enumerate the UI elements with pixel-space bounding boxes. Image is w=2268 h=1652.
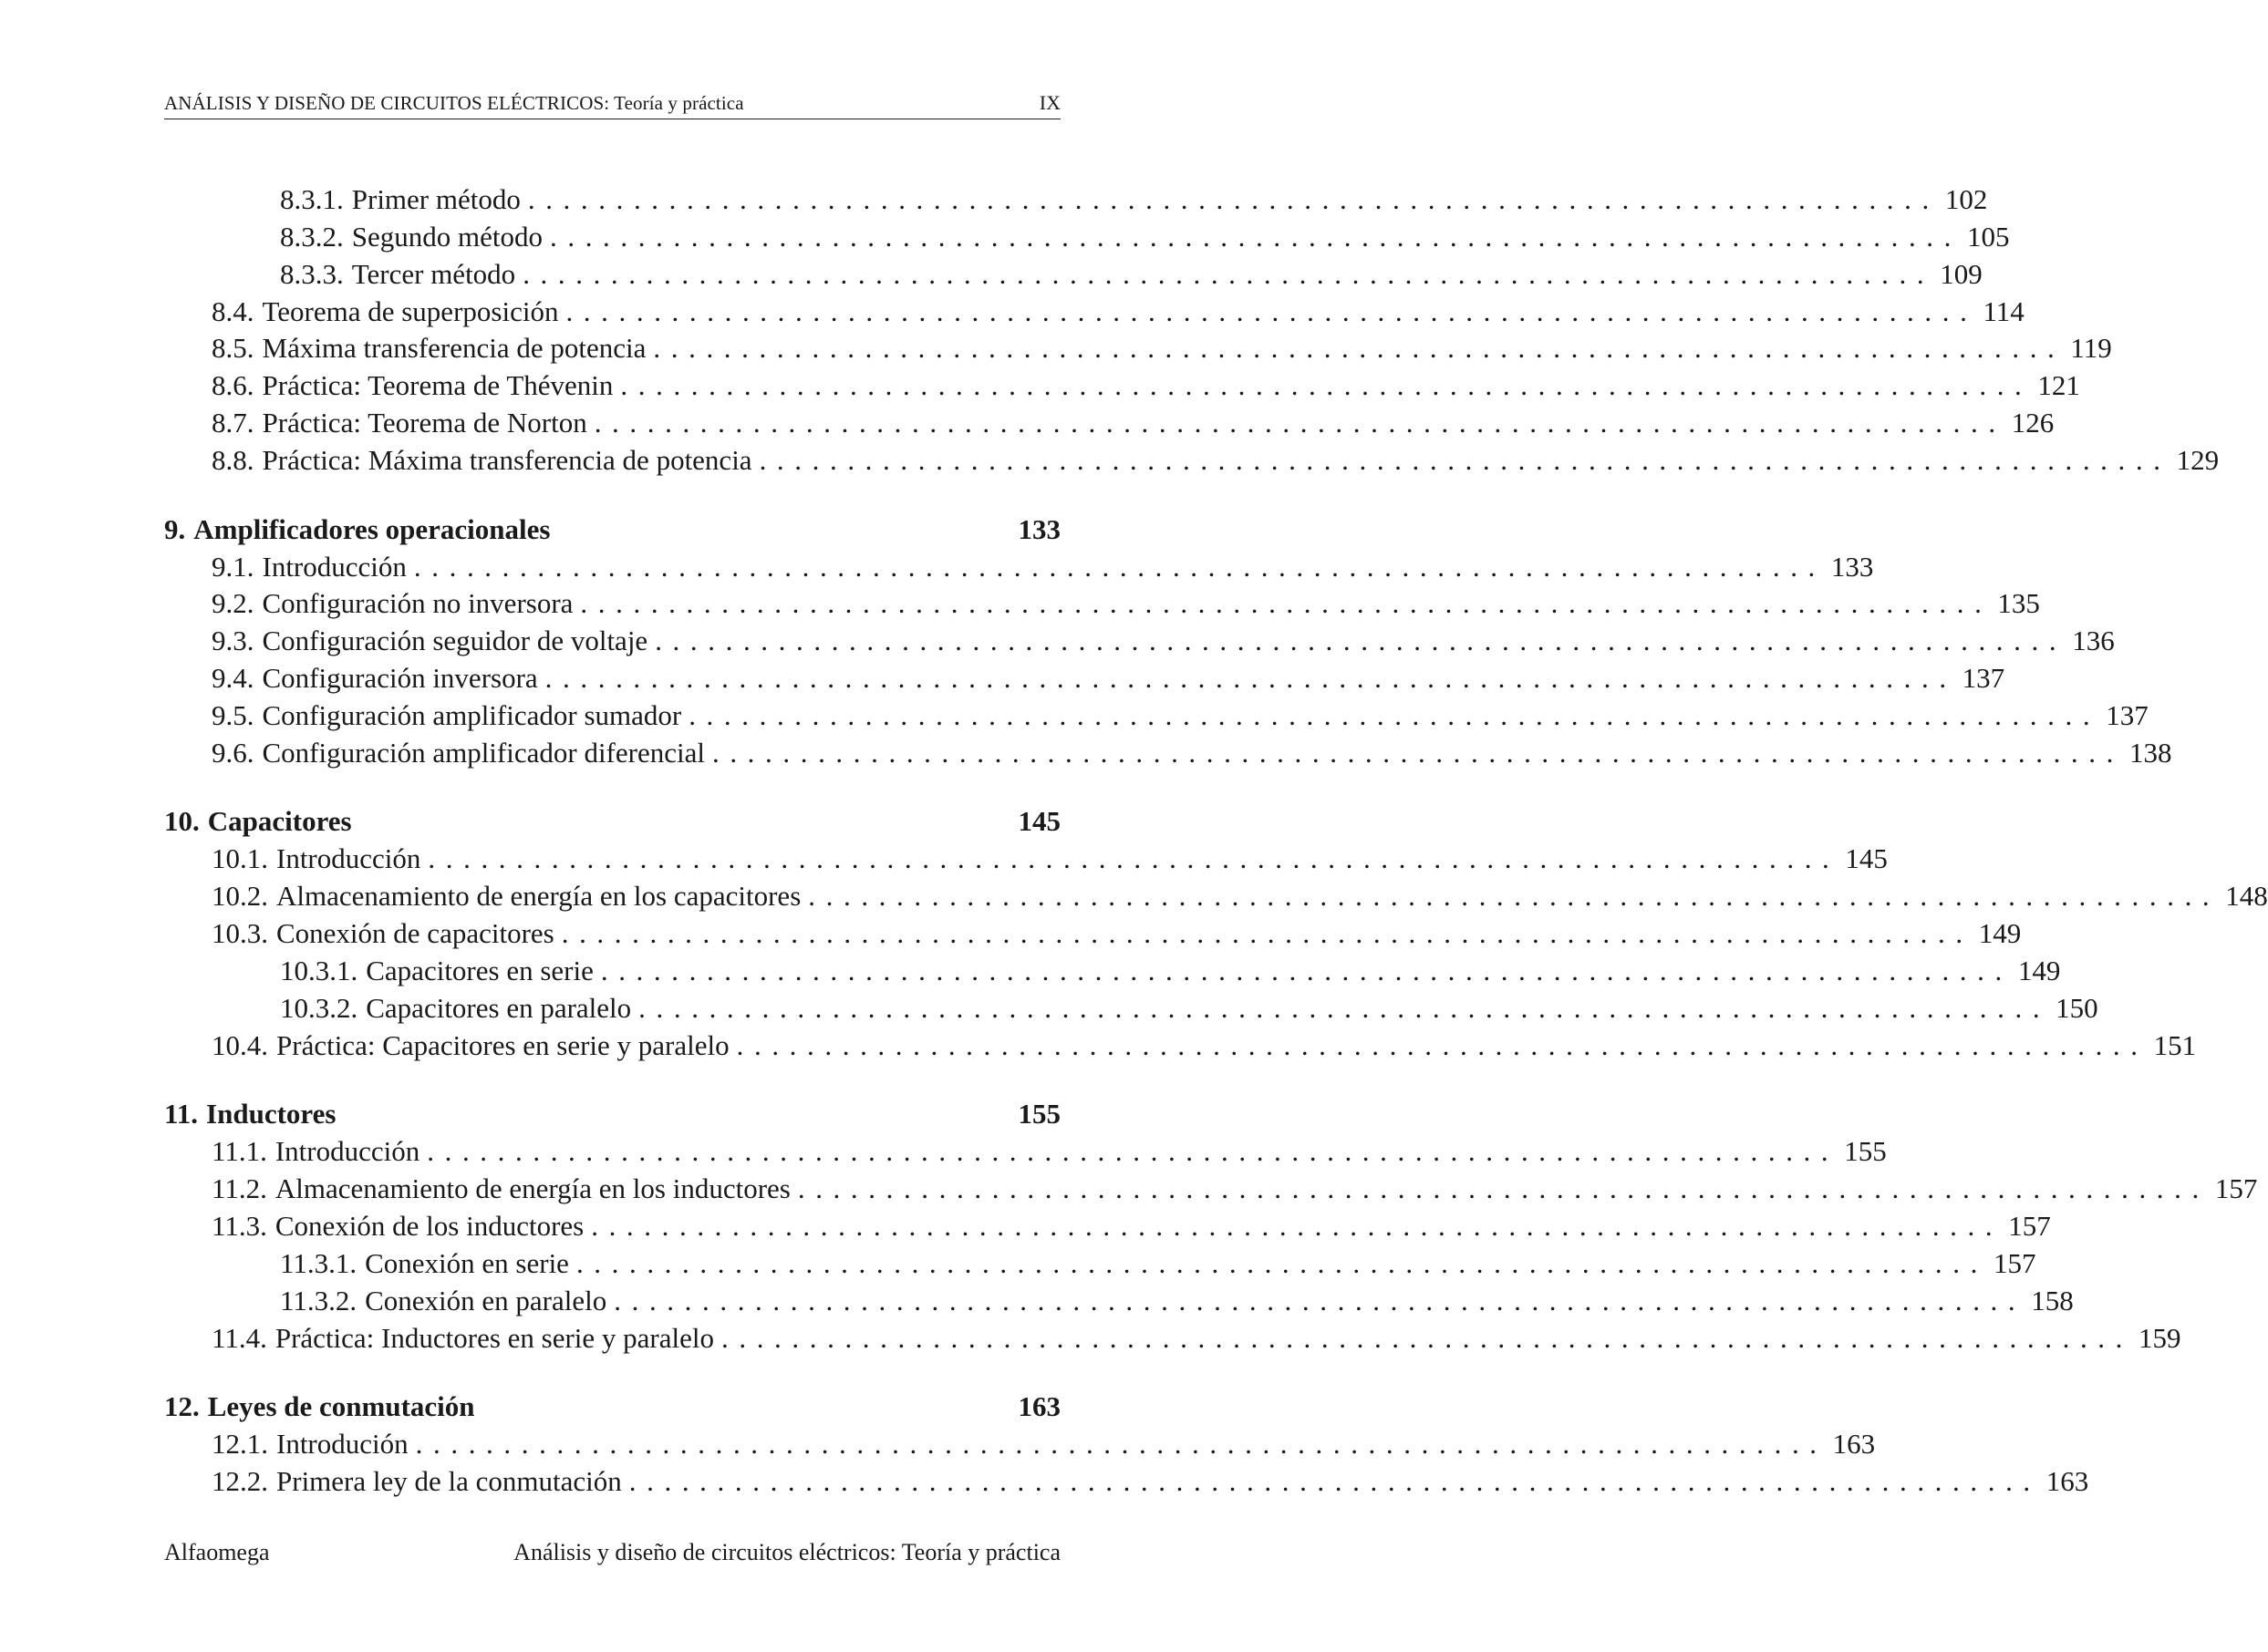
toc-entry-number: 10.4. [212,1028,268,1061]
toc-leader-dots: ................................................................................ [580,587,1993,620]
toc-section-entry [164,839,1888,876]
toc-section-entry [164,988,2098,1026]
toc-entry-label [280,1286,606,1315]
toc-entry-label [280,182,521,215]
toc-entry-page: 155 [1018,1098,1061,1131]
toc-entry-label [212,699,682,732]
toc-entry-number: 12.2. [212,1464,268,1497]
toc-entry-page: 149 [2017,955,2061,986]
toc-entry-page: 109 [1940,257,1983,290]
header-page-number: IX [1039,91,1061,114]
toc-leader-dots: ................................................................................ [736,1028,2149,1061]
toc-entry-title: Leyes de conmutación [207,1390,475,1423]
toc-entry-title: Práctica: Teorema de Thévenin [262,369,614,402]
toc-leader-dots: ................................................................................ [628,1464,2041,1497]
toc-entry-title: Segundo método [351,220,543,253]
toc-entry-page: 145 [1018,805,1061,838]
toc-chapter-entry [164,1094,1061,1131]
toc-section-entry [164,547,1874,584]
toc-entry-label [212,738,705,767]
toc-section-entry [164,621,2115,658]
toc-leader-dots: ................................................................................ [653,332,2066,365]
toc-entry-title: Capacitores en paralelo [366,991,632,1024]
toc-entry-title: Conexión de los inductores [274,1209,585,1242]
toc-section-entry [164,584,2040,622]
toc-entry-title: Configuración inversora [262,662,538,695]
toc-leader-dots: ................................................................................ [808,880,2221,913]
toc-entry-title: Primer método [351,182,521,215]
toc-entry-label [212,1135,420,1168]
toc-entry-title: Primera ley de la conmutación [276,1464,622,1497]
toc-entry-title: Práctica: Teorema de Norton [262,407,587,439]
toc-chapter-entry [164,802,1061,840]
toc-entry-title: Conexión en serie [365,1246,569,1279]
table-of-contents [164,180,2268,1499]
toc-entry-number: 11.2. [212,1172,267,1205]
toc-entry-number: 10.3.2. [280,991,358,1024]
toc-entry-title: Almacenamiento de energía en los inductores [274,1172,791,1205]
toc-entry-number: 8.4. [212,294,254,327]
toc-entry-page: 135 [1997,587,2040,620]
toc-entry-label [212,662,538,695]
toc-leader-dots: ................................................................................ [415,1427,1828,1460]
toc-entry-page: 151 [2153,1028,2197,1061]
toc-entry-label [280,1246,569,1279]
toc-section-entry [164,180,1988,217]
toc-entry-title: Configuración no inversora [262,587,574,620]
running-header [164,91,1061,119]
toc-section-entry [164,1169,2258,1206]
toc-entry-page: 137 [1962,662,2005,695]
toc-entry-label [212,369,614,402]
toc-entry-title: Máxima transferencia de potencia [262,332,647,365]
toc-entry-page: 158 [2031,1284,2074,1316]
toc-entry-title: Inductores [206,1098,337,1131]
toc-entry-page: 159 [2139,1321,2181,1354]
toc-entry-label [212,408,587,437]
toc-section-entry [164,1318,2181,1356]
toc-leader-dots: ................................................................................ [711,736,2124,769]
toc-entry-label [164,805,352,838]
toc-entry-page: 163 [2045,1464,2089,1497]
toc-leader-dots: ................................................................................ [561,917,1973,950]
toc-entry-number: 10.3. [212,917,268,950]
toc-entry-label [280,991,632,1024]
toc-entry-label [212,587,574,620]
toc-leader-dots: ................................................................................ [591,1209,2004,1242]
toc-entry-number: 11. [164,1098,199,1131]
toc-entry-label [212,1427,409,1460]
toc-entry-title: Práctica: Máxima transferencia de potencia [262,444,752,477]
toc-leader-dots: ................................................................................ [655,625,2067,657]
toc-section-entry [164,1424,1876,1461]
toc-entry-number: 11.3.2. [280,1284,357,1316]
toc-entry-label [212,917,554,950]
toc-entry-number: 12.1. [212,1427,268,1460]
toc-section-entry [164,217,2010,254]
toc-entry-title: Introducción [262,550,407,583]
toc-leader-dots: ................................................................................ [759,444,2171,477]
toc-entry-page: 129 [2176,444,2220,477]
toc-entry-label [212,842,421,875]
toc-entry-page: 119 [2070,332,2112,365]
toc-entry-label [212,1209,585,1242]
toc-entry-page: 137 [2106,699,2149,732]
toc-entry-page: 157 [2214,1172,2258,1205]
toc-leader-dots: ................................................................................ [797,1172,2210,1205]
toc-leader-dots: ................................................................................ [427,1135,1839,1168]
toc-section-entry [164,696,2149,733]
header-title: ANÁLISIS Y DISEÑO DE CIRCUITOS ELÉCTRICOS: Teoría y práctica [164,92,744,114]
toc-entry-label [212,444,752,477]
toc-entry-page: 163 [1832,1427,1876,1460]
toc-entry-label [212,880,802,913]
toc-entry-number: 8.6. [212,369,254,402]
toc-entry-page: 155 [1844,1135,1887,1168]
toc-entry-page: 133 [1830,550,1874,583]
footer-publisher: Alfaomega [164,1539,270,1565]
toc-leader-dots: ................................................................................ [550,220,1962,253]
toc-section-entry [164,366,2080,403]
toc-section-entry [164,1461,2089,1499]
toc-entry-number: 11.4. [212,1321,267,1354]
toc-leader-dots: ................................................................................ [413,550,1826,583]
toc-section-entry [164,292,2025,329]
toc-entry-number: 8.8. [212,444,254,477]
toc-entry-title: Práctica: Inductores en serie y paralelo [274,1321,714,1354]
toc-chapter-entry [164,510,1061,547]
toc-entry-title: Introdución [276,1427,409,1460]
toc-entry-page: 136 [2072,625,2115,657]
toc-entry-label [212,1464,622,1497]
toc-entry-label [212,332,647,365]
toc-leader-dots: ................................................................................ [527,182,1940,215]
toc-section-entry [164,1281,2074,1318]
toc-entry-title: Capacitores en serie [366,955,594,986]
toc-entry-number: 10.3.1. [280,955,358,986]
toc-entry-number: 11.3. [212,1209,267,1242]
toc-entry-title: Tercer método [351,257,516,290]
toc-leader-dots: ................................................................................ [689,699,2101,732]
toc-leader-dots: ................................................................................ [428,842,1840,875]
toc-entry-title: Almacenamiento de energía en los capacitores [276,880,802,913]
toc-entry-title: Teorema de superposición [262,294,559,327]
toc-entry-label [164,1390,475,1423]
toc-leader-dots: ................................................................................ [638,991,2051,1024]
toc-section-entry [164,733,2172,770]
toc-entry-title: Conexión de capacitores [276,917,554,950]
toc-section-entry [164,1131,1887,1169]
toc-section-entry [164,1206,2051,1244]
toc-entry-number: 9. [164,512,186,545]
toc-section-entry [164,440,2220,478]
toc-entry-number: 11.1. [212,1135,267,1168]
toc-entry-number: 10. [164,805,200,838]
toc-entry-number: 10.2. [212,880,268,913]
toc-chapter-entry [164,1387,1061,1424]
toc-entry-page: 163 [1018,1390,1061,1423]
toc-entry-number: 9.1. [212,550,254,583]
toc-leader-dots: ................................................................................ [565,294,1978,327]
toc-entry-number: 12. [164,1390,200,1423]
toc-section-entry [164,329,2112,367]
toc-entry-number: 8.3.1. [280,182,344,215]
toc-section-entry [164,1026,2197,1063]
toc-leader-dots: ................................................................................ [594,407,2006,439]
toc-entry-label [164,1098,337,1131]
toc-entry-title: Capacitores [207,805,352,838]
toc-entry-number: 8.3.3. [280,257,344,290]
toc-entry-number: 8.7. [212,407,254,439]
toc-entry-page: 157 [2008,1209,2051,1242]
toc-entry-number: 9.2. [212,587,254,620]
toc-leader-dots: ................................................................................ [620,369,2033,402]
toc-entry-title: Configuración seguidor de voltaje [262,625,648,657]
toc-entry-page: 138 [2128,736,2172,769]
toc-entry-title: Configuración amplificador sumador [262,699,682,732]
toc-section-entry [164,951,2061,988]
toc-leader-dots: ................................................................................ [721,1321,2133,1354]
toc-leader-dots: ................................................................................ [544,662,1957,695]
toc-entry-title: Práctica: Capacitores en serie y paralelo [276,1028,730,1061]
toc-entry-label [212,626,647,655]
toc-entry-label [212,1321,714,1354]
toc-entry-page: 145 [1845,842,1888,875]
toc-entry-number: 9.5. [212,699,254,732]
toc-entry-label [212,552,407,581]
toc-entry-page: 157 [1993,1246,2036,1279]
toc-entry-number: 11.3.1. [280,1246,357,1279]
toc-entry-page: 133 [1018,512,1061,545]
toc-entry-page: 114 [1983,294,2025,327]
toc-entry-title: Introducción [274,1135,420,1168]
toc-entry-page: 105 [1967,220,2010,253]
toc-entry-label [280,956,594,985]
toc-entry-label [280,222,543,251]
toc-entry-number: 10.1. [212,842,268,875]
toc-entry-title: Configuración amplificador diferencial [262,736,705,769]
toc-entry-number: 8.5. [212,332,254,365]
toc-leader-dots: ................................................................................ [575,1246,1988,1279]
toc-entry-label [212,1174,791,1203]
toc-entry-page: 149 [1978,917,2022,950]
toc-section-entry [164,876,2268,914]
toc-section-entry [164,254,1983,292]
toc-entry-number: 9.6. [212,736,254,769]
toc-entry-label [164,512,551,545]
toc-entry-page: 148 [2225,880,2268,913]
toc-entry-number: 8.3.2. [280,220,344,253]
toc-entry-label [212,1028,730,1061]
toc-section-entry [164,914,2022,951]
running-footer [164,1539,1061,1568]
toc-entry-title: Amplificadores operacionales [193,512,551,545]
toc-entry-number: 9.3. [212,625,254,657]
toc-leader-dots: ................................................................................ [523,257,1935,290]
toc-section-entry [164,1244,2036,1281]
toc-entry-page: 150 [2056,991,2098,1024]
toc-entry-number: 9.4. [212,662,254,695]
toc-leader-dots: ................................................................................ [600,955,2013,986]
toc-entry-page: 102 [1944,182,1988,215]
toc-entry-page: 121 [2037,369,2080,402]
toc-entry-label [212,294,559,327]
toc-section-entry [164,403,2055,440]
toc-leader-dots: ................................................................................ [614,1284,2026,1316]
footer-book-title: Análisis y diseño de circuitos eléctricos: Teoría y práctica [513,1539,1061,1565]
toc-section-entry [164,658,2005,696]
toc-entry-label [280,257,516,290]
toc-entry-page: 126 [2011,407,2055,439]
toc-entry-title: Introducción [276,842,421,875]
toc-entry-title: Conexión en paralelo [365,1284,607,1316]
